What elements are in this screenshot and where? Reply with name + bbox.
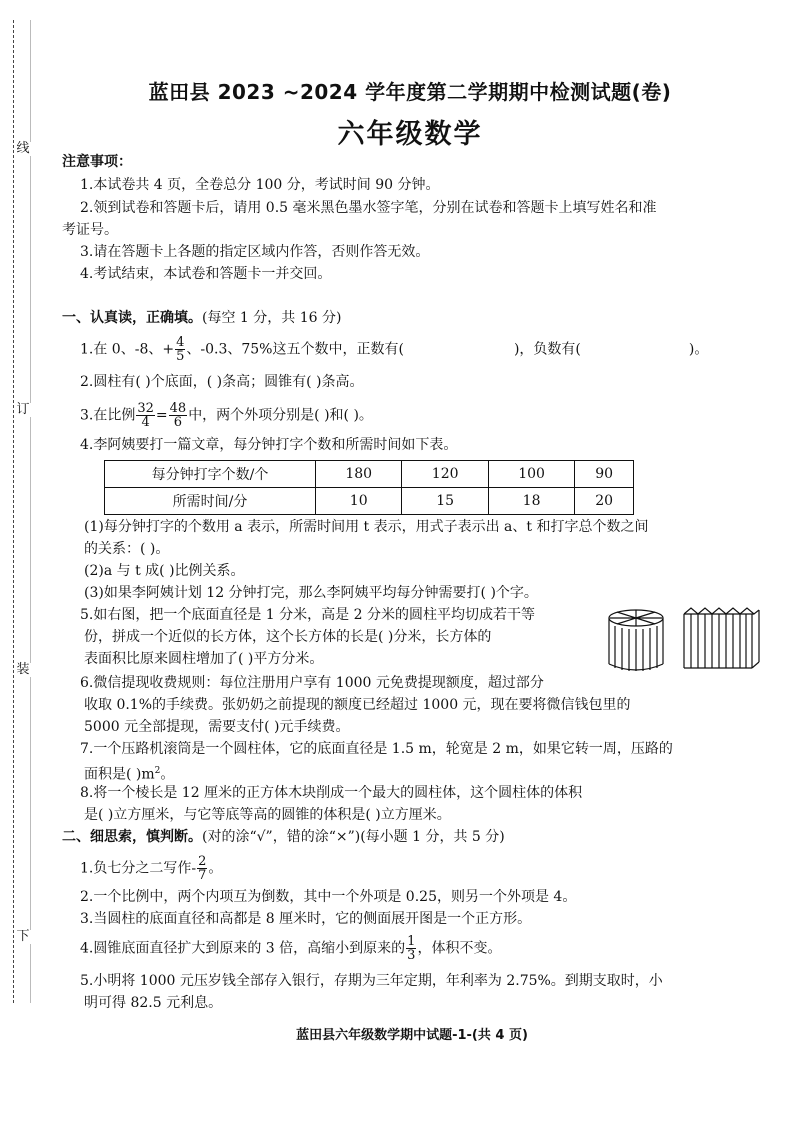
s1-q6-line-c: 5000 元全部提现，需要支付( )元手续费。 [84, 719, 350, 735]
frac-num: 48 [169, 401, 187, 416]
s1-q1-text-c: )，负数有( [513, 341, 581, 358]
table-cell: 20 [575, 488, 634, 515]
superscript-2: 2 [154, 766, 161, 776]
s1-question-1 [80, 336, 708, 363]
frac-den: 5 [176, 349, 185, 364]
s1-q5-line-c: 表面积比原来圆柱增加了( )平方分米。 [84, 651, 324, 667]
s2-question-1 [80, 855, 222, 882]
table-cell: 15 [402, 488, 488, 515]
s1-q7-end: 。 [160, 766, 175, 783]
binding-label-xia: 下 [16, 929, 30, 944]
cylinder-shape [609, 610, 663, 671]
s1-question-3 [80, 402, 373, 429]
s2-q5-line-b: 明可得 82.5 元利息。 [84, 995, 223, 1011]
s1-q4-part-1b: 的关系：( )。 [84, 541, 170, 557]
s1-q4-part-3: (3)如果李阿姨计划 12 分钟打完，那么李阿姨平均每分钟需要打( )个字。 [84, 585, 538, 601]
s1-question-2: 2.圆柱有( )个底面，( )条高；圆锥有( )条高。 [80, 374, 364, 390]
s1-q8-line-b: 是( )立方厘米，与它等底等高的圆锥的体积是( )立方厘米。 [84, 807, 451, 823]
table-cell: 180 [316, 461, 402, 488]
table-cell: 每分钟打字个数/个 [105, 461, 316, 488]
s1-q3-text-b: 中，两个外项分别是( )和( )。 [188, 407, 373, 424]
equals-sign: = [155, 407, 168, 424]
s2-q4-text-b: ，体积不变。 [417, 940, 502, 957]
s2-q1-text-a: 1.负七分之二写作- [80, 860, 197, 877]
table-cell: 90 [575, 461, 634, 488]
s2-question-4 [80, 935, 501, 962]
table-cell: 100 [488, 461, 574, 488]
section-1-heading: 一、认真读，正确填。 [62, 310, 202, 326]
s1-q8-line-a: 8.将一个棱长是 12 厘米的正方体木块削成一个最大的圆柱体，这个圆柱体的体积 [80, 785, 583, 801]
fraction-four-fifths [175, 336, 185, 363]
s1-q5-line-a: 5.如右图，把一个底面直径是 1 分米，高是 2 分米的圆柱平均切成若干等 [80, 607, 535, 623]
table-cell: 120 [402, 461, 488, 488]
cylinder-cut-figure [602, 606, 764, 672]
frac-num: 2 [198, 854, 207, 869]
s2-q5-line-a: 5.小明将 1000 元压岁钱全部存入银行，存期为三年定期，年利率为 2.75%。到期支取时，小 [80, 973, 663, 989]
fraction-one-third [406, 935, 416, 962]
section-1-title [62, 309, 341, 327]
s1-q7-line-b [84, 762, 174, 784]
s1-q4-part-1a: (1)每分钟打字的个数用 a 表示，所需时间用 t 表示，用式子表示出 a、t 和打字总个数之间 [84, 519, 649, 535]
frac-num: 4 [176, 335, 185, 350]
section-2-heading: 二、细思索，慎判断。 [62, 829, 202, 845]
section-2-title [62, 828, 505, 846]
note-2b: 考证号。 [62, 222, 118, 238]
fraction-32-4 [136, 402, 155, 429]
note-3: 3.请在答题卡上各题的指定区域内作答，否则作答无效。 [80, 244, 430, 260]
fraction-two-sevenths [197, 855, 207, 882]
binding-dashed-line [13, 20, 14, 1003]
frac-num: 1 [407, 934, 416, 949]
typing-table [104, 460, 634, 515]
binding-solid-line [30, 20, 31, 1003]
section-2-score: (对的涂“√”，错的涂“×”)(每小题 1 分，共 5 分) [202, 829, 505, 845]
frac-den: 4 [141, 415, 150, 430]
s1-q5-line-b: 份，拼成一个近似的长方体，这个长方体的长是( )分米，长方体的 [84, 629, 492, 645]
binding-label-ding: 订 [16, 402, 30, 417]
binding-label-xian: 线 [16, 141, 30, 156]
note-2a: 2.领到试卷和答题卡后，请用 0.5 毫米黑色墨水签字笔，分别在试卷和答题卡上填写姓名和准 [80, 200, 657, 216]
frac-den: 6 [173, 415, 183, 430]
s1-q1-text-b: 、-0.3、75%这五个数中，正数有( [186, 341, 404, 358]
s2-question-3: 3.当圆柱的底面直径和高都是 8 厘米时，它的侧面展开图是一个正方形。 [80, 911, 532, 927]
binding-margin [0, 0, 40, 1123]
s2-q1-text-b: 。 [208, 860, 223, 877]
fraction-48-6 [169, 402, 188, 429]
s1-q7-line-a: 7.一个压路机滚筒是一个圆柱体，它的底面直径是 1.5 m，轮宽是 2 m，如果它转一周，压路的 [80, 741, 673, 757]
table-row [105, 461, 634, 488]
frac-den: 7 [198, 868, 207, 883]
s1-q3-text-a: 3.在比例 [80, 407, 136, 424]
table-cell: 10 [316, 488, 402, 515]
note-1: 1.本试卷共 4 页，全卷总分 100 分，考试时间 90 分钟。 [80, 177, 440, 193]
s2-question-2: 2.一个比例中，两个内项互为倒数，其中一个外项是 0.25，则另一个外项是 4。 [80, 889, 577, 905]
exam-title: 蓝田县 2023 ~2024 学年度第二学期期中检测试题(卷) [148, 80, 672, 104]
s1-q7-text: 面积是( )m [84, 766, 155, 783]
table-cell: 18 [488, 488, 574, 515]
notes-heading: 注意事项： [62, 154, 132, 170]
s1-q6-line-a: 6.微信提现收费规则：每位注册用户享有 1000 元免费提现额度，超过部分 [80, 675, 544, 691]
s2-q4-text-a: 4.圆锥底面直径扩大到原来的 3 倍，高缩小到原来的 [80, 940, 406, 957]
binding-label-zhuang: 装 [16, 662, 30, 677]
s1-question-4: 4.李阿姨要打一篇文章，每分钟打字个数和所需时间如下表。 [80, 437, 458, 453]
section-1-score: (每空 1 分，共 16 分) [202, 310, 342, 326]
s1-q4-part-2: (2)a 与 t 成( )比例关系。 [84, 563, 245, 579]
table-cell: 所需时间/分 [105, 488, 316, 515]
page-footer: 蓝田县六年级数学期中试题-1-(共 4 页) [296, 1028, 528, 1043]
s1-q1-text-d: )。 [688, 341, 709, 358]
frac-den: 3 [407, 948, 416, 963]
table-row [105, 488, 634, 515]
note-4: 4.考试结束，本试卷和答题卡一并交回。 [80, 266, 332, 282]
s1-q6-line-b: 收取 0.1%的手续费。张奶奶之前提现的额度已经超过 1000 元，现在要将微信钱包里的 [84, 697, 631, 713]
s1-q1-text-a: 1.在 0、-8、+ [80, 341, 175, 358]
frac-num: 32 [137, 401, 154, 416]
exam-subject: 六年级数学 [337, 119, 483, 150]
cuboid-shape [684, 608, 759, 668]
